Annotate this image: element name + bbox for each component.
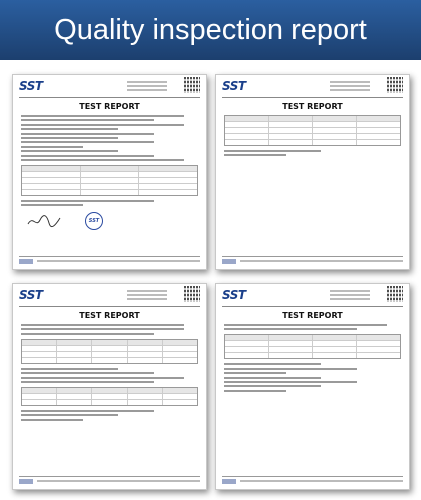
- company-stamp-icon: SST: [85, 212, 103, 230]
- report-footer: [19, 476, 200, 485]
- report-body-lines: [21, 115, 198, 161]
- results-table: [224, 115, 401, 146]
- report-page-2: [215, 74, 410, 270]
- signature-area: [21, 212, 198, 230]
- results-table: [21, 339, 198, 364]
- results-table: [21, 387, 198, 406]
- report-title: TEST REPORT: [282, 311, 343, 320]
- qr-code-icon: [387, 286, 403, 302]
- report-header: [19, 284, 200, 307]
- header-info: [330, 79, 370, 93]
- report-page-1: [12, 74, 207, 270]
- report-header: [222, 284, 403, 307]
- report-footer: [222, 476, 403, 485]
- report-page-4: [215, 283, 410, 490]
- report-footer: [222, 256, 403, 265]
- qr-code-icon: [387, 77, 403, 93]
- qr-code-icon: [184, 286, 200, 302]
- report-header: [222, 75, 403, 98]
- report-page-3: [12, 283, 207, 490]
- header-info: [330, 288, 370, 302]
- banner-title: Quality inspection report: [54, 13, 367, 46]
- logo-mark: SST: [222, 288, 246, 302]
- signature-icon: [27, 214, 61, 228]
- report-title: TEST REPORT: [282, 102, 343, 111]
- report-title: TEST REPORT: [79, 311, 140, 320]
- company-logo: [19, 288, 43, 302]
- header-info: [127, 288, 167, 302]
- company-logo: [222, 79, 246, 93]
- company-logo: [19, 79, 43, 93]
- report-header: [19, 75, 200, 98]
- report-footer: [19, 256, 200, 265]
- header-info: [127, 79, 167, 93]
- summary-table: [21, 165, 198, 196]
- logo-mark: SST: [19, 288, 43, 302]
- company-logo: [222, 288, 246, 302]
- logo-mark: SST: [222, 79, 246, 93]
- report-title: TEST REPORT: [79, 102, 140, 111]
- results-table: [224, 334, 401, 359]
- logo-mark: SST: [19, 79, 43, 93]
- qr-code-icon: [184, 77, 200, 93]
- page-banner: [0, 0, 421, 60]
